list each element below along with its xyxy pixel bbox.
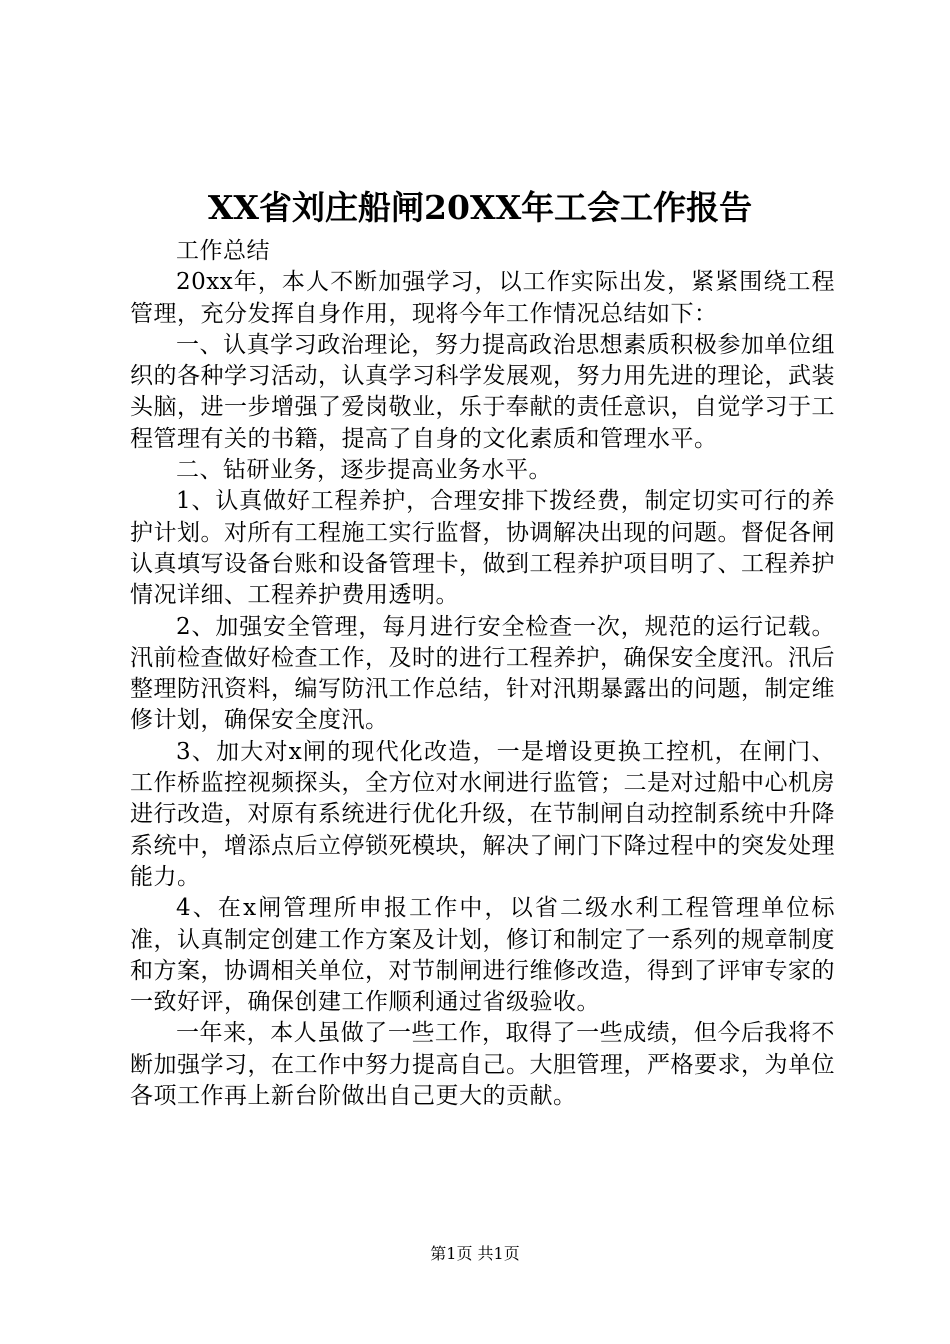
paragraph-conclusion: 一年来，本人虽做了一些工作，取得了一些成绩，但今后我将不断加强学习，在工作中努力提高自己。大胆管理，严格要求，为单位各项工作再上新台阶做出自己更大的贡献。 — [130, 1020, 835, 1110]
page-number: 第1页 共1页 — [430, 1244, 520, 1263]
paragraph-item-4: 4、在x闸管理所申报工作中，以省二级水利工程管理单位标准，认真制定创建工作方案及计划，修订和制定了一系列的规章制度和方案，协调相关单位，对节制闸进行维修改造，得到了评审专家的一致好评，确保创建工作顺利通过省级验收。 — [130, 895, 835, 1016]
document-title: XX省刘庄船闸20XX年工会工作报告 — [207, 188, 753, 227]
paragraph-item-2: 2、加强安全管理，每月进行安全检查一次，规范的运行记载。汛前检查做好检查工作，及时的进行工程养护，确保安全度汛。汛后整理防汛资料，编写防汛工作总结，针对汛期暴露出的问题，制定维修计划，确保安全度汛。 — [130, 613, 835, 734]
paragraph-heading: 工作总结 — [176, 238, 270, 264]
paragraph-item-1: 1、认真做好工程养护，合理安排下拨经费，制定切实可行的养护计划。对所有工程施工实行监督，协调解决出现的问题。督促各闸认真填写设备台账和设备管理卡，做到工程养护项目明了、工程养护情况详细、工程养护费用透明。 — [130, 488, 835, 609]
document-body — [130, 236, 835, 1112]
paragraph-section-1: 一、认真学习政治理论，努力提高政治思想素质积极参加单位组织的各种学习活动，认真学习科学发展观，努力用先进的理论，武装头脑，进一步增强了爱岗敬业，乐于奉献的责任意识，自觉学习于工程管理有关的书籍，提高了自身的文化素质和管理水平。 — [130, 331, 835, 452]
paragraph-item-3: 3、加大对x闸的现代化改造，一是增设更换工控机，在闸门、工作桥监控视频探头，全方位对水闸进行监管；二是对过船中心机房进行改造，对原有系统进行优化升级，在节制闸自动控制系统中升降系统中，增添点后立停锁死模块，解决了闸门下降过程中的突发处理能力。 — [130, 738, 835, 890]
paragraph-section-2: 二、钻研业务，逐步提高业务水平。 — [176, 457, 552, 484]
paragraph-intro: 20xx年，本人不断加强学习，以工作实际出发，紧紧围绕工程管理，充分发挥自身作用，现将今年工作情况总结如下： — [130, 269, 835, 327]
